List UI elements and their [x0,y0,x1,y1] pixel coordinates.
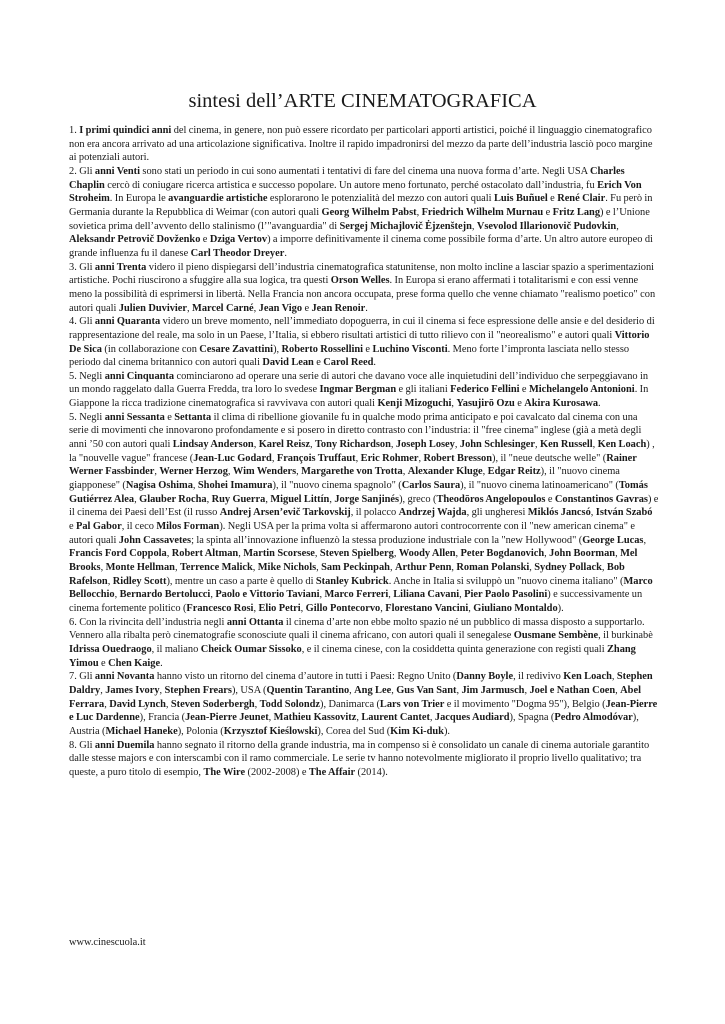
text-run: e [302,302,312,314]
bold-text: John Cassavetes [118,534,192,546]
bold-text: Stephen Frears [164,684,232,696]
bold-text: Settanta [174,411,212,423]
bold-text: Sydney Pollack [534,562,602,573]
text-run: e [514,398,525,410]
text-run: . [160,657,163,669]
bold-text: Gus Van Sant [396,684,457,696]
bold-text: Pier Paolo Pasolini [464,589,548,601]
bold-text: Charles Chaplin [69,165,625,191]
text-run: , [482,466,488,478]
bold-text: Miklós Jancsó [527,507,591,519]
text-run: , [616,220,619,232]
bold-text: Wim Wenders [232,466,297,478]
text-run: , [418,452,424,464]
text-run: , [192,480,198,492]
paragraph [69,670,659,738]
text-run: (2014). [355,766,388,778]
text-run: . [365,302,368,314]
text-run: , il burkinabè [598,630,653,642]
bold-text: René Clair [557,193,606,205]
text-run: , [451,562,457,573]
text-run: 8. Gli [69,739,95,751]
text-run: ), mentre un caso a parte è quello di [166,575,316,587]
bold-text: Pal Gabor [76,521,122,533]
bold-text: Arthur Penn [394,562,452,573]
text-run: , [159,684,165,696]
document-title: sintesi dell’ARTE CINEMATOGRAFICA [188,90,537,112]
text-run: , [329,493,335,505]
text-run: , [611,671,617,683]
text-run: ) e il cinema dei Paesi dell’Est (il russo [69,493,659,519]
text-run: . In Europa le [109,193,169,205]
text-run: e [543,206,553,218]
text-run: ) e successivamente un cinema fortemente politico ( [69,589,643,614]
bold-text: Carol Reed [323,357,374,369]
text-run: e [547,193,558,205]
text-run: 5. Negli [69,370,105,382]
bold-text: Carl Theodor Dreyer [190,247,285,259]
bold-text: Florestano Vancini [385,602,469,614]
bold-text: Nagisa Oshima [125,480,193,492]
bold-text: Joel e Nathan Coen [529,684,616,696]
bold-text: Quentin Tarantino [266,684,350,696]
bold-text: Mathieu Kassovitz [273,712,357,724]
bold-text: anni Sessanta [104,411,165,423]
bold-text: Kim Ki-duk [390,725,444,737]
text-run: e [98,657,109,669]
text-run: , [134,493,140,505]
bold-text: Andrzej Wajda [398,507,467,519]
bold-text: Tomás Gutiérrez Alea [69,480,648,505]
bold-text: Terrence Malick [179,562,253,573]
bold-text: Sergej Michajlovič Ėjzenštejn [339,220,472,232]
bold-text: Idrissa Ouedraogo [69,643,152,655]
bold-text: Paolo e Vittorio Taviani [215,589,320,601]
bold-text: Roman Polanski [456,562,530,573]
bold-text: Lindsay Anderson [172,439,254,451]
bold-text: Liliana Cavani [393,589,460,601]
text-run: , [314,548,320,560]
bold-text: David Lean [262,357,314,369]
paragraph [69,165,659,261]
text-run: , [592,439,598,451]
text-run: , [416,206,422,218]
bold-text: Erich Von Stroheim [69,179,642,205]
text-run: ). [557,602,564,614]
bold-text: Luchino Visconti [372,343,448,355]
paragraph [69,315,659,370]
bold-text: Friedrich Wilhelm Murnau [421,206,544,218]
text-run: cercò di coniugare ricerca artistica e successo popolare. Un autore meno fortunato, perché ostacolato dall’industria, fu [104,179,598,191]
bold-text: Akira Kurosawa [524,398,599,410]
text-run: , [601,562,607,573]
bold-text: Krzysztof Kieślowski [223,725,318,737]
bold-text: Stephen Daldry [69,671,653,696]
text-run: , [389,562,395,573]
bold-text: Sam Peckinpah [321,562,390,573]
text-run: cominciarono ad operare una serie di autori che davano voce alle inquietudini dell’individuo che serpeggiavano in un mondo raggelato dalla Guerra Fredda, tra loro lo svedese [69,370,649,396]
bold-text: Glauber Rocha [139,493,207,505]
text-run: ). [443,725,451,737]
bold-text: Gillo Pontecorvo [305,602,381,614]
bold-text: anni Quaranta [94,316,161,328]
text-run: , [174,562,180,573]
text-run: , gli ungheresi [466,507,528,519]
text-run: , [268,712,274,724]
text-run: 4. Gli [69,316,95,328]
text-run: , [390,439,396,451]
text-run: , [454,439,460,451]
text-run: ). Negli USA per la prima volta si affermarono autori controcorrente con il "new american cinema" e autori quali [69,521,635,546]
text-run: . Anche in Italia si sviluppò un "nuovo cinema italiano" ( [388,575,624,587]
text-run: 7. Gli [69,671,95,683]
text-run: ), [273,343,282,355]
bold-text: Julien Duvivier [118,302,188,314]
paragraph [69,124,659,165]
bold-text: Abel Ferrara [69,684,641,710]
text-run: e [545,493,555,505]
bold-text: Monte Hellman [105,562,175,573]
bold-text: anni Cinquanta [104,370,175,382]
bold-text: Federico Fellini [450,384,520,396]
text-run: , [210,589,216,601]
bold-text: Steven Spielberg [319,548,394,560]
bold-text: Ken Russell [540,439,593,451]
bold-text: Yasujirō Ozu [456,398,515,410]
bold-text: Vittorio De Sica [69,329,650,355]
bold-text: avanguardie artistiche [168,193,268,205]
text-run: ) a imporre definitivamente il cinema come possibile forma d’arte. Un altro autore europeo di grande influenza fu il danese [69,234,653,259]
text-run: e il movimento "Dogma 95"), Belgio ( [444,698,606,710]
text-run: , [253,439,259,451]
bold-text: Ruy Guerra [211,493,266,505]
bold-text: István Szabó [595,507,653,519]
bold-text: Dziga Vertov [209,234,268,246]
bold-text: Francesco Rosi [186,602,254,614]
paragraph [69,370,659,411]
text-run: , [391,684,397,696]
text-run: . In Europa si erano affermati i totalitarismi e con essi venne meno la possibilità di esprimersi in libertà. Nella Francia non ancora occupata, prese forma quello che venne chiamato "realismo poetico" con autori quali [69,275,656,314]
bold-text: Ousmane Sembène [513,630,599,642]
text-run: , [615,684,621,696]
text-run: , [529,562,535,573]
text-run: e gli italiani [396,384,451,396]
text-run: . Meno forte l’impronta lasciata nello stesso periodo dal cinema britannico con autori quali [69,343,630,369]
paragraph [69,616,659,671]
text-run: , [590,507,596,519]
bold-text: Martin Scorsese [243,548,315,560]
bold-text: Eric Rohmer [360,452,419,464]
bold-text: François Truffaut [276,452,356,464]
bold-text: Ang Lee [354,684,392,696]
bold-text: Jean Vigo [258,302,303,314]
text-run: , il maliano [151,643,201,655]
text-run: , [544,548,550,560]
bold-text: Fritz Lang [552,206,601,218]
bold-text: Pedro Almodóvar [554,712,633,724]
bold-text: Luis Buñuel [493,193,548,205]
text-run: , [271,452,277,464]
text-run: , [643,534,647,546]
text-run: , [349,684,355,696]
text-run: , [206,493,212,505]
bold-text: Woody Allen [398,548,456,560]
text-run: , [165,698,171,710]
bold-text: Ingmar Bergman [319,384,397,396]
text-run: , [402,466,408,478]
bold-text: Laurent Cantet [361,712,430,724]
bold-text: anni Ottanta [226,616,284,628]
bold-text: anni Trenta [94,261,147,273]
bold-text: anni Duemila [94,739,155,751]
text-run: , [100,684,106,696]
text-run: ), Corea del Sud ( [317,725,391,737]
text-run: ), il "neue deutsche welle" ( [492,452,607,464]
text-run: , [471,220,477,232]
bold-text: Francis Ford Coppola [69,548,167,560]
bold-text: Miguel Littín [270,493,330,505]
text-run: , [615,548,621,560]
text-run: e [313,357,324,369]
bold-text: Karel Reisz [258,439,310,451]
text-run: , [253,602,259,614]
bold-text: Mel Brooks [69,548,638,573]
text-run: videro il pieno dispiegarsi dell’industria cinematografica statunitense, non molto incline a lasciar spazio a sperimentazioni artistiche. Pochi riuscirono a sfuggire alla sua logica, tra questi [69,261,655,287]
text-run: ) e l’Unione sovietica prima dell’avvento dello stalinismo (l’"avanguardia" di [69,206,650,232]
bold-text: Aleksandr Petrovič Dovženko [69,234,201,246]
bold-text: George Lucas [582,534,644,546]
text-run: videro un breve momento, nell’immediato dopoguerra, in cui il cinema si fece espressione delle ansie e del desiderio di rappresentazione del reale, ma solo in un Paese, l’Italia, si ebbero risultati artistici di tutto rilievo con il "neorealismo" e autori quali [69,316,655,341]
text-run: , [166,548,172,560]
bold-text: Jim Jarmusch [461,684,525,696]
text-run: esplorarono le potenzialità del mezzo con autori quali [267,193,494,205]
text-run: , [187,302,193,314]
bold-text: Danny Boyle [456,671,514,683]
text-run: il cinema d’arte non ebbe molto spazio né un pubblico di massa disposto a supportarlo. Vennero alla ribalta però cinematografie sconosciute quali il cinema africano, con autori quali il senegalese [69,616,645,642]
bold-text: Werner Herzog [159,466,228,478]
bold-text: James Ivory [105,684,160,696]
text-run: e [69,521,77,533]
text-run: , [253,302,259,314]
bold-text: John Boorman [549,548,616,560]
text-run: 1. [69,125,80,136]
paragraph [69,411,659,616]
bold-text: Ken Loach [597,439,647,451]
text-run: ; la spinta all’innovazione influenzò la stessa produzione industriale con la "new Hollywood" ( [191,534,583,546]
bold-text: Jean-Pierre e Luc Dardenne [69,698,658,724]
bold-text: Marco Ferreri [324,589,389,601]
text-run: . In Giappone la ricca tradizione cinematografica si ravvivava con autori quali [69,384,649,410]
bold-text: Peter Bogdanovich [460,548,545,560]
text-run: , [154,466,160,478]
bold-text: Theodōros Angelopoulos [436,493,546,505]
bold-text: Cheick Oumar Sissoko [200,643,302,655]
bold-text: Margarethe von Trotta [301,466,403,478]
bold-text: John Schlesinger [459,439,536,451]
text-run: , [100,562,106,573]
text-run: ) , la "nouvelle vague" francese ( [69,439,655,464]
text-run: , [456,684,462,696]
text-run: , [238,548,244,560]
bold-text: Marcel Carné [192,302,254,314]
bold-text: Stanley Kubrick [315,575,389,587]
text-run: ), Francia ( [139,712,186,724]
text-run: ), il "nuovo cinema giapponese" ( [69,466,620,492]
text-run: il clima di ribellione giovanile fu in qualche modo prima anticipato e poi cavalcato dal cinema con una serie di movimenti che innovarono profondamente e si posero in diretto contrasto con l’industria: il "free cinema" inglese (già a metà degli anni ’50 con autori quali [69,411,642,451]
text-run: ), greco ( [399,493,437,505]
text-run: ), il "nuovo cinema latinoamericano" ( [460,480,619,492]
bold-text: Jorge Sanjinés [334,493,400,505]
text-run: , [535,439,541,451]
bold-text: David Lynch [109,698,166,710]
bold-text: Giuliano Montaldo [473,602,558,614]
text-run: e [164,411,175,423]
text-run: , il polacco [350,507,399,519]
bold-text: anni Novanta [94,671,155,683]
bold-text: The Affair [308,766,356,778]
bold-text: Jacques Audiard [434,712,510,724]
bold-text: Todd Solondz [259,698,321,710]
bold-text: Jean-Pierre Jeunet [185,712,269,724]
text-run: . [284,247,287,259]
bold-text: Cesare Zavattini [199,343,274,355]
text-run: , e il cinema cinese, con la cosiddetta quinta generazione con registi quali [301,643,607,655]
document-body [69,124,659,780]
text-run: ), USA ( [231,684,267,696]
bold-text: Michelangelo Antonioni [528,384,635,396]
text-run: , [380,602,386,614]
bold-text: Constantinos Gavras [554,493,648,505]
text-run: 3. Gli [69,261,95,273]
bold-text: Vsevolod Illarionovič Pudovkin [476,220,617,232]
bold-text: Edgar Reitz [487,466,541,478]
text-run: ), Danimarca ( [320,698,380,710]
text-run: , il ceco [121,521,157,533]
bold-text: Marco Bellocchio [69,575,653,601]
paragraph [69,261,659,316]
text-run: (2002-2008) e [245,766,309,778]
text-run: 6. Con la rivincita dell’industria negli [69,616,227,628]
text-run: , [429,712,435,724]
text-run: , [355,452,361,464]
text-run: , [296,466,302,478]
text-run: , [393,548,399,560]
bold-text: Joseph Losey [395,439,455,451]
text-run: , [455,548,461,560]
text-run: 5. Negli [69,411,105,423]
text-run: , [309,439,315,451]
bold-text: Orson Welles [330,275,390,287]
bold-text: Elio Petri [258,602,301,614]
bold-text: Jean Renoir [311,302,366,314]
text-run: hanno segnato il ritorno della grande industria, ma in compenso si è consolidato un canale di cinema autoriale garantito dalle stesse majors e con interscambi con il ramo commerciale. Le serie tv hanno notevolmente migliorato il proprio livello qualitativo; tra queste, a puro titolo di esempio, [69,739,650,778]
text-run: . [373,357,376,369]
text-run: , [388,589,394,601]
text-run: , [356,712,362,724]
bold-text: Michael Haneke [105,725,178,737]
bold-text: Steven Soderbergh [170,698,255,710]
text-run: , [300,602,306,614]
bold-text: Milos Forman [156,521,220,533]
text-run: , [265,493,271,505]
bold-text: Jean-Luc Godard [193,452,272,464]
bold-text: Lars von Trier [379,698,445,710]
text-run: ), Austria ( [69,712,639,737]
text-run: 2. Gli [69,165,95,177]
bold-text: Robert Altman [171,548,239,560]
bold-text: Georg Wilhelm Pabst [321,206,417,218]
paragraph [69,739,659,780]
bold-text: Ken Loach [563,671,612,683]
bold-text: Rainer Werner Fassbinder [69,452,637,478]
bold-text: Ridley Scott [112,575,167,587]
text-run: e [363,343,373,355]
text-run: e [200,234,210,246]
text-run: hanno visto un ritorno del cinema d’autore in tutti i Paesi: Regno Unito ( [154,671,457,683]
bold-text: Carlos Saura [401,480,461,492]
bold-text: Robert Bresson [423,452,493,464]
text-run: , [114,589,120,601]
text-run: del cinema, in genere, non può essere ricordato per particolari apporti artistici, poiché il linguaggio cinematografico non era ancora arrivato ad una articolazione significativa. Inoltre il rapido impadronirsi del mezzo da parte dell’industria lasciò poco margine ai potenziali autori. [69,125,653,164]
text-run: ), Polonia ( [177,725,224,737]
text-run: . Fu però in Germania durante la Repubblica di Weimar (con autori quali [69,193,653,218]
text-run: , [227,466,233,478]
bold-text: Roberto Rossellini [281,343,364,355]
bold-text: Tony Richardson [314,439,391,451]
bold-text: Mike Nichols [257,562,317,573]
text-run: , [254,698,260,710]
bold-text: Kenji Mizoguchi [377,398,452,410]
bold-text: Chen Kaige [108,657,161,669]
text-run: , il redivivo [513,671,564,683]
text-run: ), il "nuovo cinema spagnolo" ( [272,480,402,492]
text-run: , [252,562,258,573]
bold-text: Bernardo Bertolucci [119,589,211,601]
text-run: ), Spagna ( [509,712,555,724]
text-run: , [524,684,530,696]
bold-text: Zhang Yimou [69,643,636,669]
text-run: , [319,589,325,601]
bold-text: Bob Rafelson [69,562,625,587]
text-run: sono stati un periodo in cui sono aumentati i tentativi di fare del cinema una nuova forma d’arte. Negli USA [140,165,590,177]
text-run: (in collaborazione con [102,343,200,355]
bold-text: Alexander Kluge [407,466,483,478]
bold-text: I primi quindici anni [79,125,172,136]
text-run: , [107,575,113,587]
bold-text: anni Venti [94,165,141,177]
text-run: e [519,384,529,396]
text-run: , [316,562,322,573]
text-run: , [104,698,110,710]
text-run: . [598,398,601,410]
text-run: , [468,602,474,614]
bold-text: Shohei Imamura [197,480,273,492]
bold-text: Andrej Arsen’evič Tarkovskij [219,507,351,519]
text-run: , [459,589,465,601]
bold-text: The Wire [203,766,246,778]
text-run: , [451,398,457,410]
footer-url: www.cinescuola.it [69,937,146,948]
